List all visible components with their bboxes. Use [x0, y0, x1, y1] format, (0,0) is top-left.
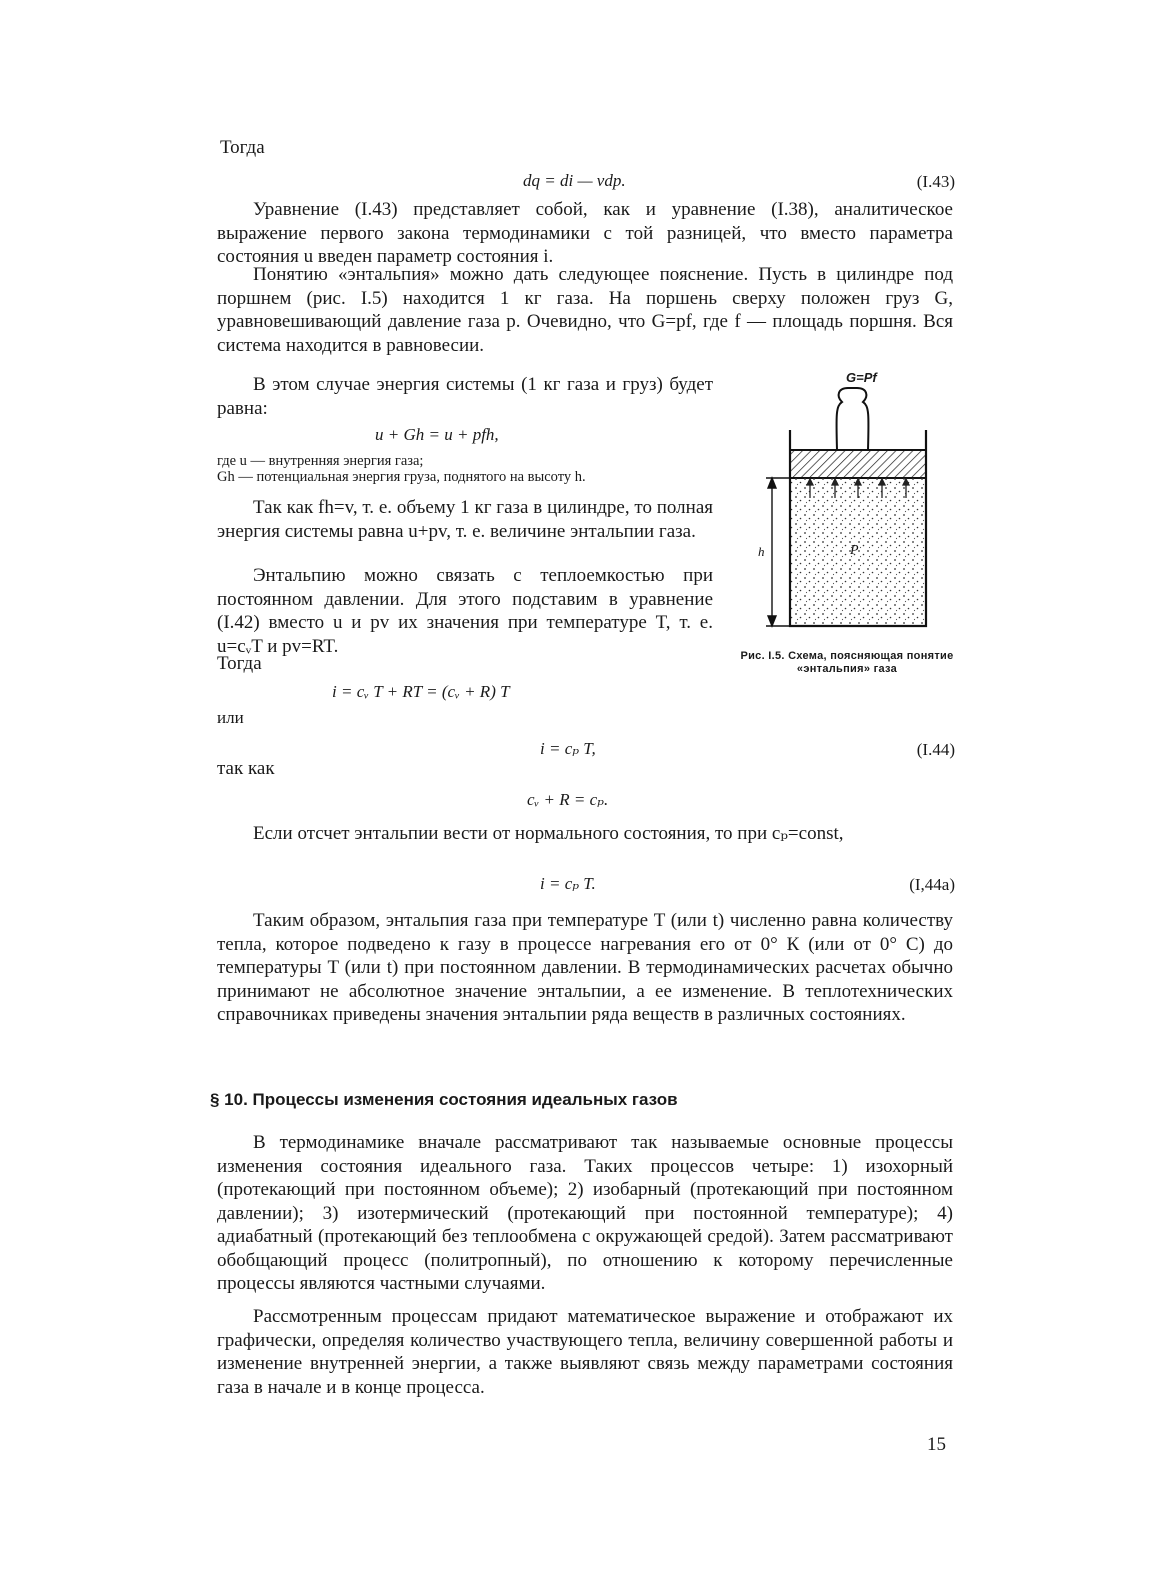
- equation-energy: u + Gh = u + pfh,: [375, 425, 499, 444]
- section-heading: § 10. Процессы изменения состояния идеальных газов: [210, 1090, 678, 1109]
- note-gh: Gh — потенциальная энергия груза, поднятого на высоту h.: [217, 469, 586, 485]
- paragraph-4-text: Так как fh=v, т. е. объему 1 кг газа в цилиндре, то полная энергия системы равна u+pv, т. е. величине энтальпии газа.: [217, 497, 713, 542]
- text-ili: или: [217, 708, 244, 727]
- text-togda-1: Тогда: [220, 137, 265, 158]
- paragraph-2-text: Понятию «энтальпия» можно дать следующее пояснение. Пусть в цилиндре под поршнем (рис. I.5) находится 1 кг газа. На поршень сверху положен груз G, уравновешивающий давление газа p. Очевидно, что G=pf, где f — площадь поршня. Вся система находится в равновесии.: [217, 264, 953, 356]
- equation-1-44a: i = cₚ T.: [540, 874, 596, 893]
- paragraph-1: [217, 198, 953, 269]
- figure-cylinder: [740, 360, 960, 645]
- equation-1-43: dq = di — vdp.: [523, 171, 626, 190]
- text-togda-2: Тогда: [217, 653, 262, 674]
- equation-number-1-44: (I.44): [916, 740, 955, 759]
- paragraph-7-text: Таким образом, энтальпия газа при температуре T (или t) численно равна количеству тепла, которое подведено к газу в процессе нагревания его от 0° К (или от 0° С) до температуры T (или t) при постоянном давлении. В термодинамических расчетах обычно принимают не абсолютное значение энтальпии, а ее изменение. В теплотехнических справочниках приведены значения энтальпии ряда веществ в различных состояниях.: [217, 910, 953, 1025]
- paragraph-5: [217, 564, 713, 658]
- paragraph-2: [217, 263, 953, 357]
- equation-i-cv: i = cᵥ T + RT = (cᵥ + R) T: [332, 682, 510, 701]
- equation-number-1-43: (I.43): [916, 172, 955, 191]
- paragraph-6-text: Если отсчет энтальпии вести от нормального состояния, то при cₚ=const,: [253, 823, 844, 844]
- paragraph-8-text: В термодинамике вначале рассматривают так называемые основные процессы изменения состояния идеального газа. Таких процессов четыре: 1) изохорный (протекающий при постоянном объеме); 2) изобарный (протекающий при постоянном давлении); 3) изотермический (протекающий при постоянной температуре); 4) адиабатный (протекающий без теплообмена с окружающей средой). Затем рассматривают обобщающий процесс (политропный), по отношению к которому перечисленные процессы являются частными случаями.: [217, 1132, 953, 1294]
- paragraph-9: [217, 1305, 953, 1399]
- paragraph-8: [217, 1131, 953, 1296]
- cylinder-diagram: [740, 360, 960, 645]
- text-tak-kak: так как: [217, 758, 275, 779]
- paragraph-6: [217, 822, 953, 846]
- equation-1-44: i = cₚ T,: [540, 739, 596, 758]
- height-dimension: [766, 478, 790, 626]
- paragraph-4: [217, 496, 713, 543]
- page-number: 15: [927, 1434, 946, 1455]
- note-u: где u — внутренняя энергия газа;: [217, 453, 424, 469]
- paragraph-7: [217, 909, 953, 1027]
- paragraph-9-text: Рассмотренным процессам придают математическое выражение и отображают их графически, определяя количество участвующего тепла, величину совершенной работы и изменение внутренней энергии, а также выявляют связь между параметрами состояния газа в начале и в конце процесса.: [217, 1306, 953, 1398]
- paragraph-3: [217, 373, 713, 420]
- paragraph-5-text: Энтальпию можно связать с теплоемкостью при постоянном давлении. Для этого подставим в уравнение (I.42) вместо u и pv их значения при температуре T, т. е. u=cᵥT и pv=RT.: [217, 565, 713, 657]
- weight-label: G=Pf: [846, 370, 877, 385]
- paragraph-1-text: Уравнение (I.43) представляет собой, как и уравнение (I.38), аналитическое выражение первого закона термодинамики с той разницей, что вместо параметра состояния u введен параметр состояния i.: [217, 199, 953, 267]
- weight-shape: [837, 388, 869, 450]
- equation-number-1-44a: (I,44a): [909, 875, 955, 894]
- equation-cv-r-cp: cᵥ + R = cₚ.: [527, 790, 609, 809]
- height-label: h: [758, 544, 765, 559]
- figure-caption: Рис. I.5. Схема, поясняющая понятие «энтальпия» газа: [740, 650, 954, 675]
- paragraph-3-text: В этом случае энергия системы (1 кг газа и груз) будет равна:: [217, 374, 713, 419]
- piston: [790, 450, 926, 478]
- pressure-label: P: [850, 543, 859, 558]
